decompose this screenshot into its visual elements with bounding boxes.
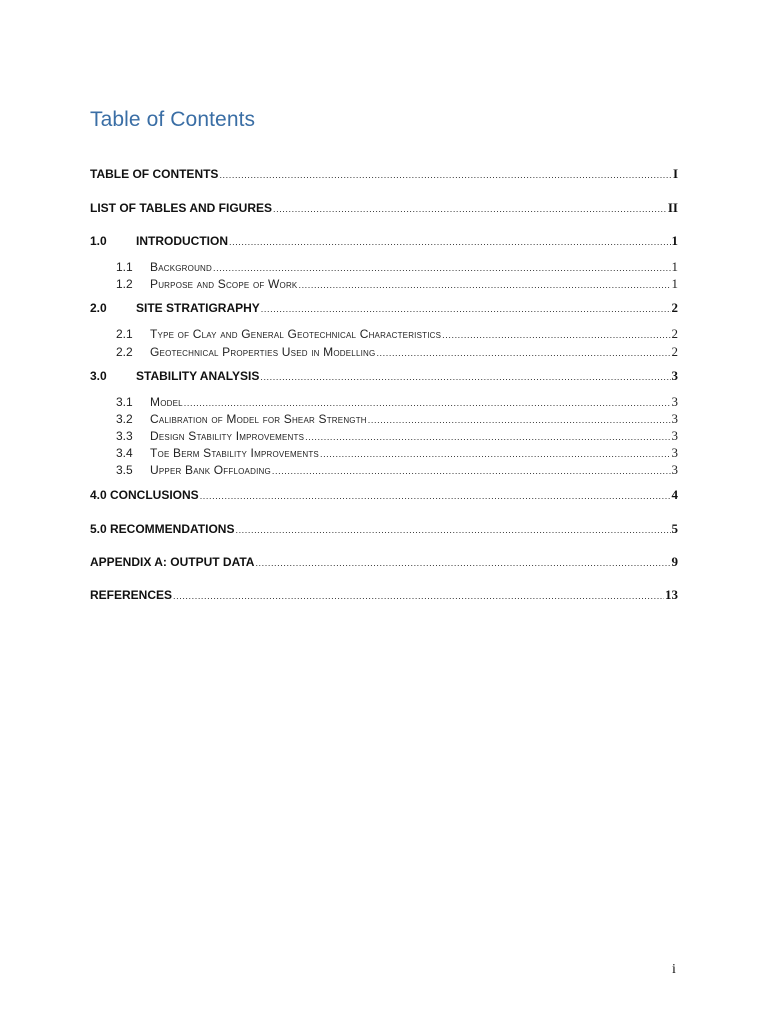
dot-leader xyxy=(442,330,670,340)
dot-leader xyxy=(229,237,671,247)
toc-entry-title: Toe Berm Stability Improvements xyxy=(150,446,319,460)
toc-entry-table-of-contents[interactable] xyxy=(90,166,678,182)
dot-leader xyxy=(368,415,671,425)
toc-entry-number: 3.3 xyxy=(116,429,133,443)
dot-leader xyxy=(376,348,670,358)
toc-entry-title: APPENDIX A: OUTPUT DATA xyxy=(90,555,255,569)
toc-entry-page: 4 xyxy=(671,487,678,502)
dot-leader xyxy=(200,491,671,501)
toc-entry-model[interactable] xyxy=(90,394,678,410)
dot-leader xyxy=(273,204,667,214)
toc-entry-page: 3 xyxy=(671,445,678,460)
toc-entry-title: Type of Clay and General Geotechnical Characteristics xyxy=(150,327,442,341)
toc-entry-references[interactable] xyxy=(90,587,678,603)
toc-entry-geotechnical-properties[interactable] xyxy=(90,344,678,360)
toc-entry-title: 5.0 RECOMMENDATIONS xyxy=(90,522,235,536)
toc-entry-number: 3.2 xyxy=(116,412,133,426)
dot-leader xyxy=(260,372,670,382)
page-title: Table of Contents xyxy=(90,108,256,131)
dot-leader xyxy=(272,466,671,476)
toc-entry-title: Model xyxy=(150,395,183,409)
dot-leader xyxy=(235,525,670,535)
toc-entry-page: 3 xyxy=(671,462,678,477)
toc-entry-page: II xyxy=(667,200,678,215)
toc-entry-title: Purpose and Scope of Work xyxy=(150,277,298,291)
toc-entry-page: 3 xyxy=(671,411,678,426)
toc-entry-page: I xyxy=(672,166,678,181)
toc-entry-page: 2 xyxy=(671,326,678,341)
toc-entry-title: 4.0 CONCLUSIONS xyxy=(90,488,199,502)
toc-entry-page: 1 xyxy=(671,233,678,248)
toc-entry-background[interactable] xyxy=(90,259,678,275)
toc-entry-title: Geotechnical Properties Used in Modelling xyxy=(150,345,376,359)
toc-entry-number: 1.1 xyxy=(116,260,133,274)
dot-leader xyxy=(173,591,664,601)
toc-entry-page: 3 xyxy=(671,394,678,409)
toc-entry-number: 3.1 xyxy=(116,395,133,409)
toc-entry-title: SITE STRATIGRAPHY xyxy=(136,301,260,315)
toc-entry-number: 3.4 xyxy=(116,446,133,460)
toc-entry-page: 1 xyxy=(671,259,678,274)
toc-entry-page: 13 xyxy=(665,587,678,602)
toc-entry-recommendations[interactable] xyxy=(90,521,678,537)
dot-leader xyxy=(305,432,670,442)
toc-entry-title: Background xyxy=(150,260,213,274)
dot-leader xyxy=(255,558,670,568)
toc-entry-calibration[interactable] xyxy=(90,411,678,427)
dot-leader xyxy=(298,280,670,290)
toc-entry-number: 1.0 xyxy=(90,234,107,248)
toc-entry-page: 5 xyxy=(671,521,678,536)
toc-entry-title: Upper Bank Offloading xyxy=(150,463,271,477)
toc-entry-introduction[interactable] xyxy=(90,233,678,249)
toc-entry-purpose-scope[interactable] xyxy=(90,276,678,292)
toc-entry-number: 1.2 xyxy=(116,277,133,291)
toc-entry-number: 2.0 xyxy=(90,301,107,315)
toc-entry-title: TABLE OF CONTENTS xyxy=(90,167,219,181)
dot-leader xyxy=(213,263,670,273)
toc-entry-toe-berm[interactable] xyxy=(90,445,678,461)
toc-entry-page: 3 xyxy=(671,368,678,383)
toc-entry-title: STABILITY ANALYSIS xyxy=(136,369,260,383)
toc-entry-number: 2.1 xyxy=(116,327,133,341)
toc-entry-design-stability[interactable] xyxy=(90,428,678,444)
toc-entry-title: Design Stability Improvements xyxy=(150,429,305,443)
toc-entry-list-of-tables[interactable] xyxy=(90,200,678,216)
toc-entry-appendix-a[interactable] xyxy=(90,554,678,570)
toc-entry-number: 2.2 xyxy=(116,345,133,359)
toc-entry-type-of-clay[interactable] xyxy=(90,326,678,342)
toc-entry-site-stratigraphy[interactable] xyxy=(90,300,678,316)
dot-leader xyxy=(184,398,671,408)
dot-leader xyxy=(261,304,671,314)
toc-entry-conclusions[interactable] xyxy=(90,487,678,503)
toc-entry-number: 3.0 xyxy=(90,369,107,383)
toc-entry-title: Calibration of Model for Shear Strength xyxy=(150,412,367,426)
toc-entry-title: LIST OF TABLES AND FIGURES xyxy=(90,201,272,215)
toc-entry-stability-analysis[interactable] xyxy=(90,368,678,384)
toc-entry-page: 2 xyxy=(671,344,678,359)
toc-entry-page: 2 xyxy=(671,300,678,315)
toc-entry-title: INTRODUCTION xyxy=(136,234,228,248)
page-number: i xyxy=(672,962,676,977)
toc-entry-page: 3 xyxy=(671,428,678,443)
toc-entry-number: 3.5 xyxy=(116,463,133,477)
toc-entry-page: 9 xyxy=(671,554,678,569)
toc-entry-page: 1 xyxy=(671,276,678,291)
toc-entry-upper-bank[interactable] xyxy=(90,462,678,478)
dot-leader xyxy=(219,170,672,180)
dot-leader xyxy=(320,449,671,459)
toc-entry-title: REFERENCES xyxy=(90,588,173,602)
